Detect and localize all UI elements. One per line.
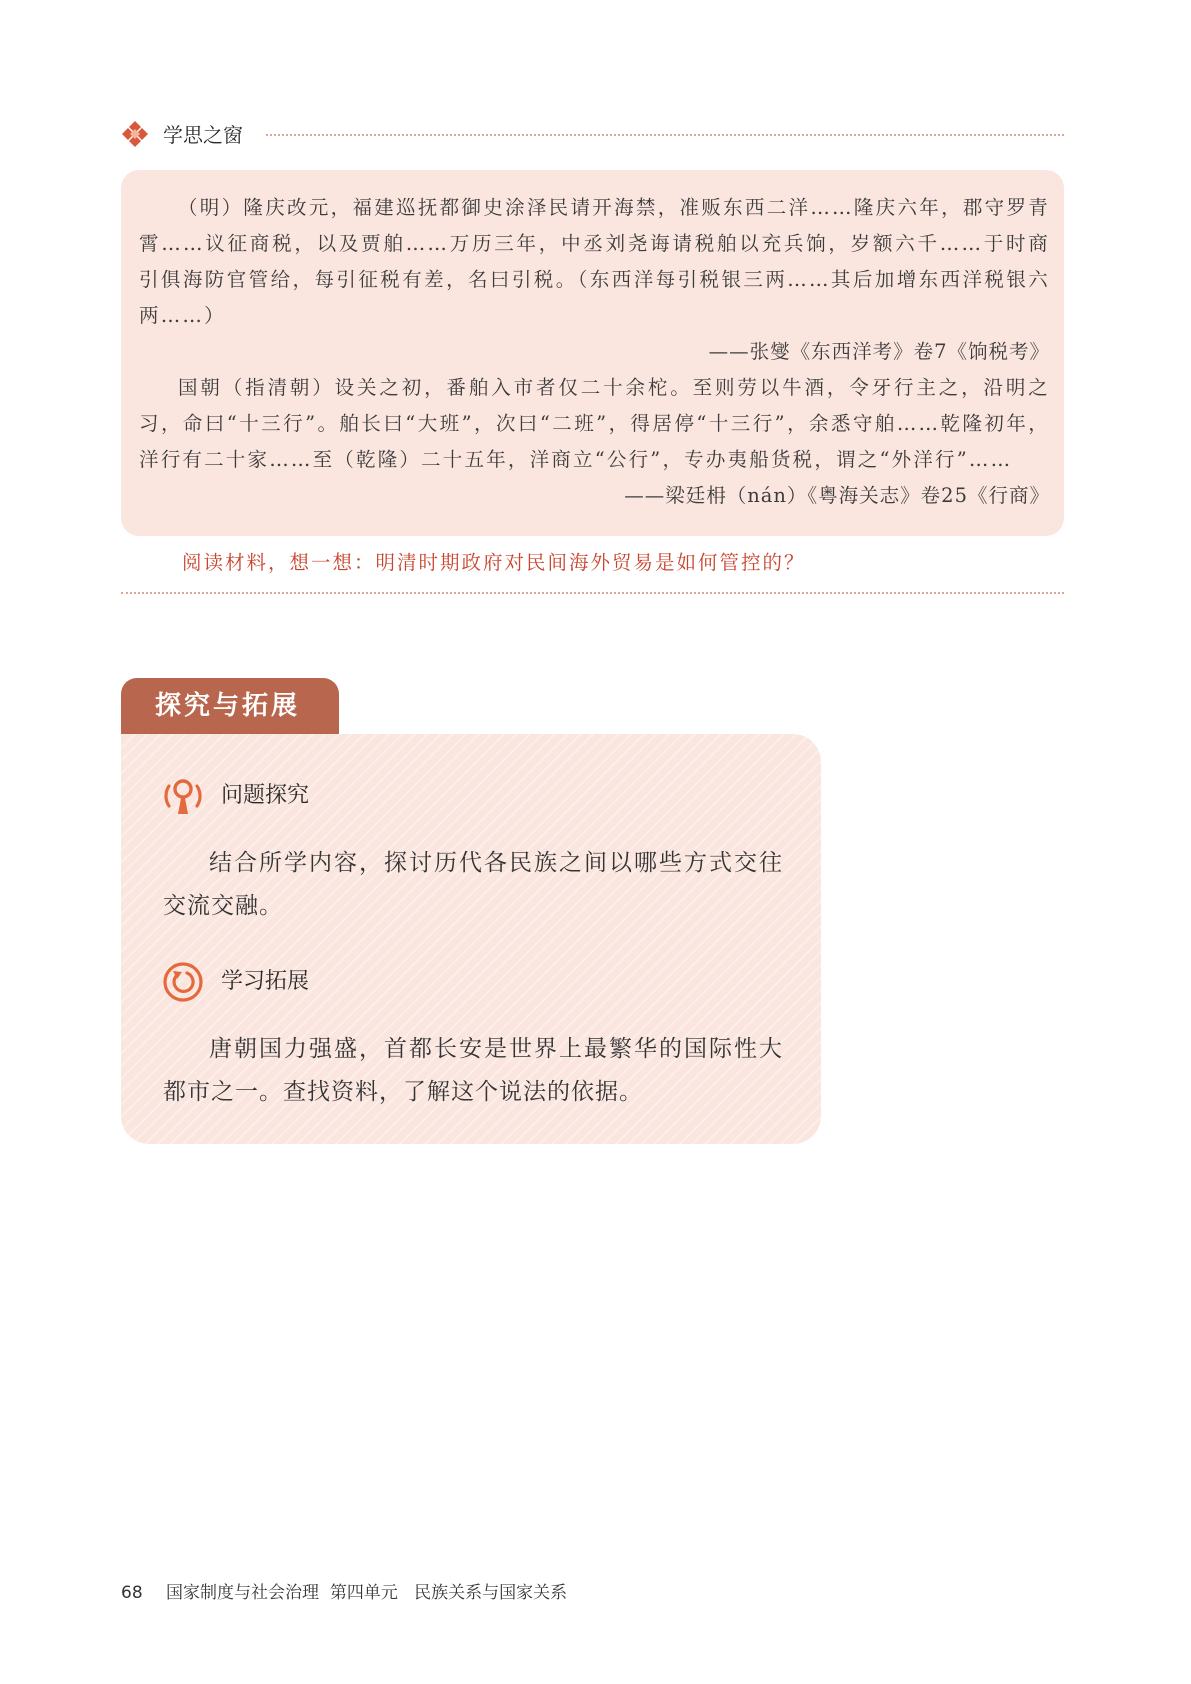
inquiry-keyhole-icon [161,774,205,818]
citation-dongxiyang-kao: ——张燮《东西洋考》卷7《饷税考》 [708,340,1050,363]
inquiry-text: 结合所学内容，探讨历代各民族之间以哪些方式交往交流交融。 [163,850,783,919]
extension-text: 唐朝国力强盛，首都长安是世界上最繁华的国际性大都市之一。查找资料，了解这个说法的依据。 [163,1036,783,1105]
section-window-header [121,118,1064,152]
header-dotted-rule [266,134,1064,136]
explore-tab-label: 探究与拓展 [155,691,301,721]
extension-refresh-icon [161,960,205,1004]
diamond-lattice-icon [121,120,149,148]
reading-paragraph-qing: 国朝（指清朝）设关之初，番舶入市者仅二十余柁。至则劳以牛酒，令牙行主之，沿明之习，命曰“十三行”。舶长曰“大班”，次曰“二班”，得居停“十三行”，余悉守舶……乾隆初年，洋行有二十家……至（乾隆）二十五年，洋商立“公行”，专办夷船货税，谓之“外洋行”…… [139,376,1050,471]
extension-title: 学习拓展 [221,969,310,994]
reading-material-box [121,170,1064,536]
section-bottom-dotted-rule [121,592,1064,594]
running-title: 国家制度与社会治理 第四单元 民族关系与国家关系 [166,1583,568,1603]
citation-yuehaiguan-zhi: ——梁廷枏（nán）《粤海关志》卷25《行商》 [624,484,1050,507]
inquiry-title: 问题探究 [221,783,310,808]
page-number: 68 [121,1583,143,1603]
page-footer [121,1580,567,1606]
reading-paragraph-ming: （明）隆庆改元，福建巡抚都御史涂泽民请开海禁，准贩东西二洋……隆庆六年，郡守罗青霄……议征商税，以及贾舶……万历三年，中丞刘尧诲请税舶以充兵饷，岁额六千……于时商引俱海防官管给，每引征税有差，名曰引税。（东西洋每引税银三两……其后加增东西洋税银六两……） [139,196,1050,327]
explore-tab [121,678,339,734]
reading-question: 阅读材料，想一想：明清时期政府对民间海外贸易是如何管控的？ [182,551,806,574]
section-window-title: 学思之窗 [163,123,243,147]
explore-box [121,734,821,1144]
